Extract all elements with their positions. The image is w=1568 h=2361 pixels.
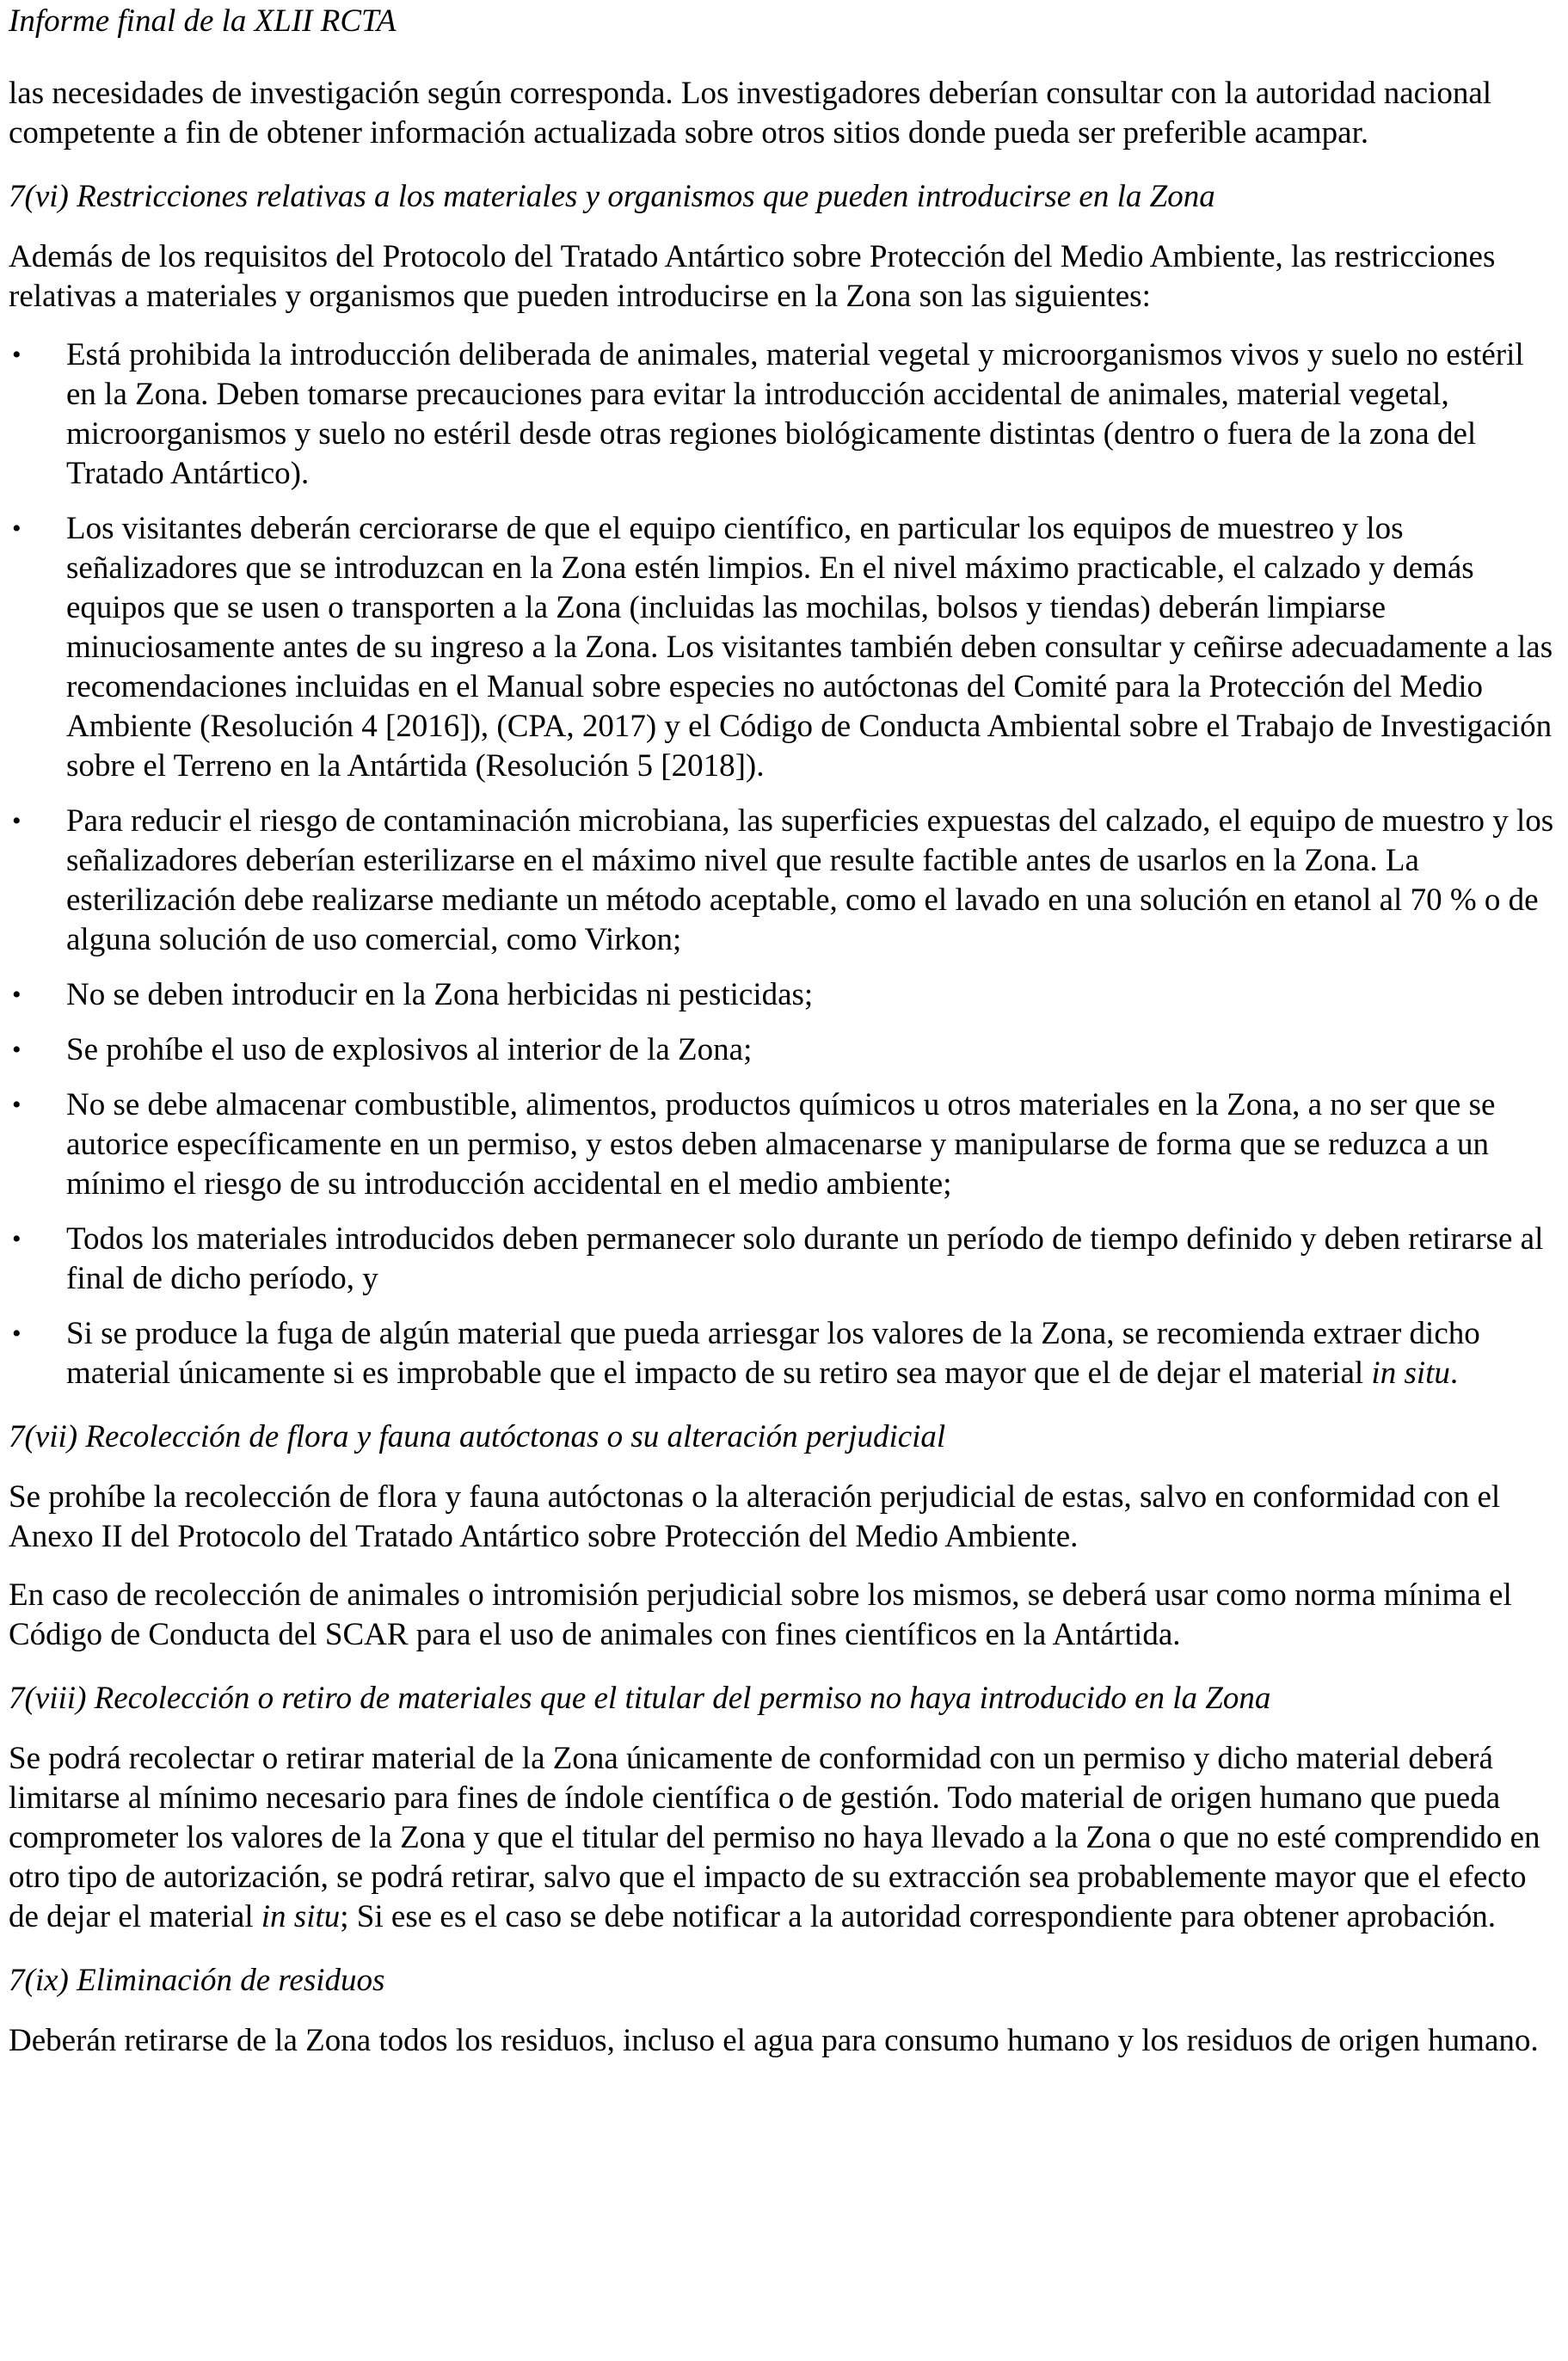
bullet-icon: • xyxy=(12,981,22,1009)
section-7vii-paragraph-1: Se prohíbe la recolección de flora y fauna autóctonas o la alteración perjudicial de estas, salvo en conformidad con el Anexo II del Protocolo del Tratado Antártico sobre Protección del Medio Ambiente. xyxy=(9,1479,1501,1554)
restrictions-list xyxy=(9,335,1557,1393)
list-item-text: Se prohíbe el uso de explosivos al interior de la Zona; xyxy=(66,1032,753,1067)
list-item xyxy=(9,335,1557,494)
list-item xyxy=(9,802,1557,960)
section-heading-7ix: 7(ix) Eliminación de residuos xyxy=(9,1963,385,1998)
bullet-icon: • xyxy=(12,514,22,543)
list-item-text: Todos los materiales introducidos deben permanecer solo durante un período de tiempo definido y deben retirarse al final de dicho período, y xyxy=(66,1221,1544,1296)
section-heading-7vi: 7(vi) Restricciones relativas a los materiales y organismos que pueden introducirse en la Zona xyxy=(9,179,1215,214)
section-7viii-paragraph xyxy=(9,1739,1557,1937)
section-7vi-paragraph: Además de los requisitos del Protocolo del Tratado Antártico sobre Protección del Medio Ambiente, las restricciones relativas a materiales y organismos que pueden introducirse en la Zona son las siguientes: xyxy=(9,239,1496,314)
list-item xyxy=(9,1220,1557,1299)
list-item-text: Si se produce la fuga de algún material que pueda arriesgar los valores de la Zona, se recomienda extraer dicho material únicamente si es improbable que el impacto de su retiro sea mayor que el de dejar el material xyxy=(66,1316,1480,1391)
in-situ-term: in situ xyxy=(261,1899,341,1934)
list-item xyxy=(9,1085,1557,1204)
document-page xyxy=(9,0,1557,2080)
bullet-icon: • xyxy=(12,1091,22,1119)
section-7vii-paragraph-2: En caso de recolección de animales o intromisión perjudicial sobre los mismos, se deberá usar como norma mínima el Código de Conducta del SCAR para el uso de animales con fines científicos en la Antártida. xyxy=(9,1577,1512,1652)
bullet-icon: • xyxy=(12,807,22,835)
list-item xyxy=(9,1030,1557,1070)
list-item-text: Los visitantes deberán cerciorarse de que el equipo científico, en particular los equipos de muestreo y los señalizadores que se introduzcan en la Zona estén limpios. En el nivel máximo practicable, el calzado y demás equipos que se usen o transporten a la Zona (incluidas las mochilas, bolsos y tiendas) deberán limpiarse minuciosamente antes de su ingreso a la Zona. Los visitantes también deben consultar y ceñirse adecuadamente a las recomendaciones incluidas en el Manual sobre especies no autóctonas del Comité para la Protección del Medio Ambiente (Resolución 4 [2016]), (CPA, 2017) y el Código de Conducta Ambiental sobre el Trabajo de Investigación sobre el Terreno en la Antártida (Resolución 5 [2018]). xyxy=(66,511,1553,784)
intro-paragraph: las necesidades de investigación según corresponda. Los investigadores deberían consultar con la autoridad nacional competente a fin de obtener información actualizada sobre otros sitios donde pueda ser preferible acampar. xyxy=(9,76,1492,151)
section-7ix-paragraph: Deberán retirarse de la Zona todos los residuos, incluso el agua para consumo humano y los residuos de origen humano. xyxy=(9,2023,1539,2058)
paragraph-text: Se podrá recolectar o retirar material de la Zona únicamente de conformidad con un permiso y dicho material deberá limitarse al mínimo necesario para fines de índole científica o de gestión. Todo material de origen humano que pueda comprometer los valores de la Zona y que el titular del permiso no haya llevado a la Zona o que no esté comprendido en otro tipo de autorización, se podrá retirar, salvo que el impacto de su extracción sea probablemente mayor que el efecto de dejar el material xyxy=(9,1741,1540,1934)
bullet-icon: • xyxy=(12,1225,22,1253)
section-heading-7viii: 7(viii) Recolección o retiro de materiales que el titular del permiso no haya introducido en la Zona xyxy=(9,1681,1271,1716)
bullet-icon: • xyxy=(12,1319,22,1348)
list-item xyxy=(9,975,1557,1015)
list-item-text: Para reducir el riesgo de contaminación microbiana, las superficies expuestas del calzado, el equipo de muestro y los señalizadores deberían esterilizarse en el máximo nivel que resulte factible antes de usarlos en la Zona. La esterilización debe realizarse mediante un método aceptable, como el lavado en una solución en etanol al 70 % o de alguna solución de uso comercial, como Virkon; xyxy=(66,803,1554,957)
list-item-text: Está prohibida la introducción deliberada de animales, material vegetal y microorganismos vivos y suelo no estéril en la Zona. Deben tomarse precauciones para evitar la introducción accidental de animales, material vegetal, microorganismos y suelo no estéril desde otras regiones biológicamente distintas (dentro o fuera de la zona del Tratado Antártico). xyxy=(66,337,1524,491)
paragraph-text-end: ; Si ese es el caso se debe notificar a la autoridad correspondiente para obtener aprobación. xyxy=(340,1899,1497,1934)
bullet-icon: • xyxy=(12,1036,22,1064)
list-item xyxy=(9,1314,1557,1393)
list-item-text: No se deben introducir en la Zona herbicidas ni pesticidas; xyxy=(66,977,814,1012)
running-header: Informe final de la XLII RCTA xyxy=(9,3,397,39)
bullet-icon: • xyxy=(12,341,22,369)
list-item xyxy=(9,509,1557,786)
section-heading-7vii: 7(vii) Recolección de flora y fauna autóctonas o su alteración perjudicial xyxy=(9,1419,946,1454)
in-situ-term: in situ xyxy=(1371,1356,1450,1391)
list-item-text: No se debe almacenar combustible, alimentos, productos químicos u otros materiales en la Zona, a no ser que se autorice específicamente en un permiso, y estos deben almacenarse y manipularse de forma que se reduzca a un mínimo el riesgo de su introducción accidental en el medio ambiente; xyxy=(66,1087,1496,1202)
list-item-end: . xyxy=(1449,1356,1459,1391)
